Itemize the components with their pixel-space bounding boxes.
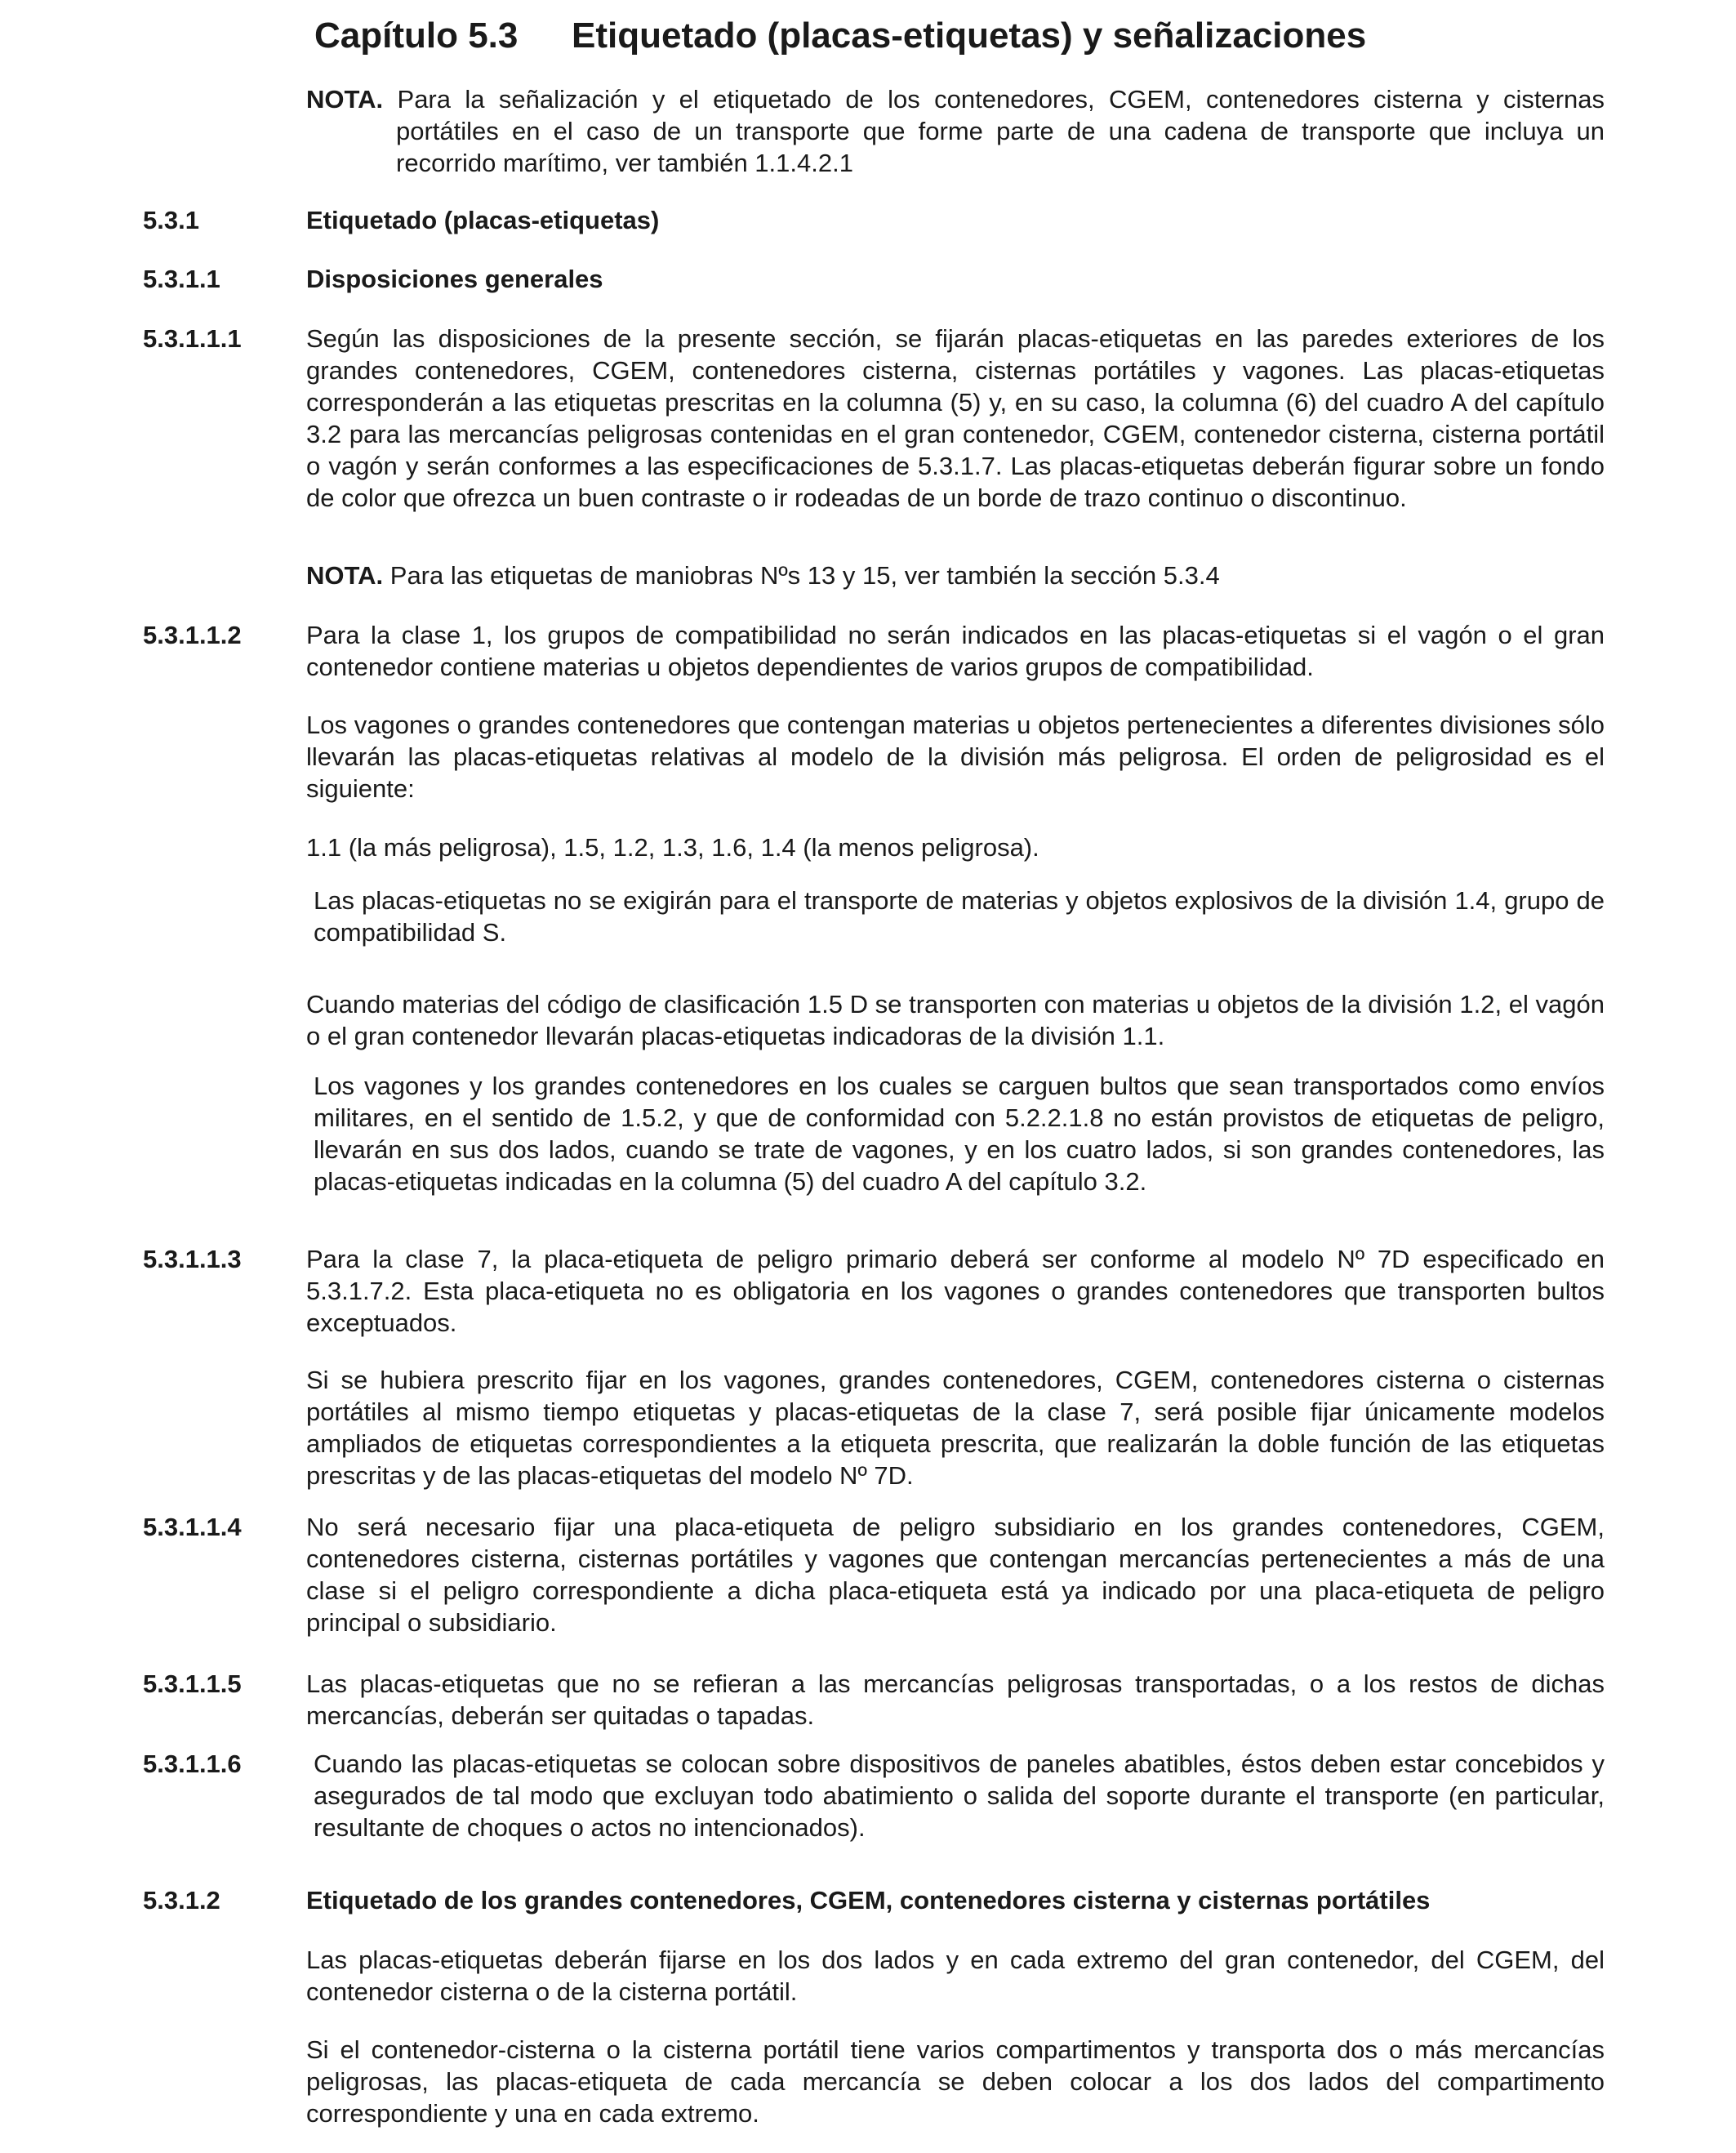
note	[306, 559, 1605, 591]
paragraph: 1.1 (la más peligrosa), 1.5, 1.2, 1.3, 1.6, 1.4 (la menos peligrosa).	[306, 833, 1039, 862]
paragraph: Los vagones y los grandes contenedores en los cuales se carguen bultos que sean transportados como envíos militares, en el sentido de 1.5.2, y que de conformidad con 5.2.2.1.8 no están provistos de etiquetas de peligro, llevarán en sus dos lados, cuando se trate de vagones, y en los cuatro lados, si son grandes contenedores, las placas-etiquetas indicadas en la columna (5) del cuadro A del capítulo 3.2.	[314, 1072, 1605, 1196]
paragraph: Los vagones o grandes contenedores que contengan materias u objetos pertenecientes a diferentes divisiones sólo llevarán las placas-etiquetas relativas al modelo de la división más peligrosa. El orden de peligrosidad es el siguiente:	[306, 711, 1605, 803]
paragraph: Cuando materias del código de clasificación 1.5 D se transporten con materias u objetos de la división 1.2, el vagón o el gran contenedor llevarán placas-etiquetas indicadoras de la división 1.1.	[306, 990, 1605, 1050]
paragraph: Para la clase 7, la placa-etiqueta de peligro primario deberá ser conforme al modelo Nº 7D especificado en 5.3.1.7.2. Esta placa-etiqueta no es obligatoria en los vagones o grandes contenedores que transporten bultos exceptuados.	[306, 1245, 1605, 1337]
paragraph: Si el contenedor-cisterna o la cisterna portátil tiene varios compartimentos y transporta dos o más mercancías peligrosas, las placas-etiqueta de cada mercancía se deben colocar a los dos lados del compartimento correspondiente y una en cada extremo.	[306, 2035, 1605, 2128]
paragraph: Si se hubiera prescrito fijar en los vagones, grandes contenedores, CGEM, contenedores cisterna o cisternas portátiles al mismo tiempo etiquetas y placas-etiquetas de la clase 7, será posible fijar únicamente modelos ampliados de etiquetas correspondientes a la etiqueta prescrita, que realizarán la doble función de las etiquetas prescritas y de las placas-etiquetas del modelo Nº 7D.	[306, 1366, 1605, 1490]
section-number: 5.3.1	[143, 206, 199, 234]
paragraph: No será necesario fijar una placa-etiqueta de peligro subsidiario en los grandes contenedores, CGEM, contenedores cisterna, cisternas portátiles y vagones que contengan mercancías pertenecientes a más de una clase si el peligro correspondiente a dicha placa-etiqueta está ya indicado por una placa-etiqueta de peligro principal o subsidiario.	[306, 1513, 1605, 1637]
paragraph: Las placas-etiquetas que no se refieran a las mercancías peligrosas transportadas, o a los restos de dichas mercancías, deberán ser quitadas o tapadas.	[306, 1669, 1605, 1730]
paragraph: Según las disposiciones de la presente sección, se fijarán placas-etiquetas en las paredes exteriores de los grandes contenedores, CGEM, contenedores cisterna, cisternas portátiles y vagones. Las placas-etiquetas corresponderán a las etiquetas prescritas en la columna (5) y, en su caso, la columna (6) del cuadro A del capítulo 3.2 para las mercancías peligrosas contenidas en el gran contenedor, CGEM, contenedor cisterna, cisterna portátil o vagón y serán conformes a las especificaciones de 5.3.1.7. Las placas-etiquetas deberán figurar sobre un fondo de color que ofrezca un buen contraste o ir rodeadas de un borde de trazo continuo o discontinuo.	[306, 324, 1605, 512]
section-heading: Disposiciones generales	[306, 265, 603, 293]
chapter-number: Capítulo 5.3	[314, 16, 519, 56]
section-number: 5.3.1.1.4	[143, 1513, 242, 1541]
chapter-title	[314, 11, 1366, 60]
section-number: 5.3.1.1.1	[143, 324, 242, 353]
section-number: 5.3.1.1.5	[143, 1669, 242, 1698]
intro-note-label: NOTA.	[306, 85, 384, 114]
section-number: 5.3.1.1	[143, 265, 220, 293]
paragraph: Para la clase 1, los grupos de compatibilidad no serán indicados en las placas-etiquetas si el vagón o el gran contenedor contiene materias u objetos dependientes de varios grupos de compatibilidad.	[306, 621, 1605, 681]
chapter-title-text: Etiquetado (placas-etiquetas) y señalizaciones	[572, 16, 1367, 56]
paragraph: Cuando las placas-etiquetas se colocan sobre dispositivos de paneles abatibles, éstos deben estar concebidos y asegurados de tal modo que excluyan todo abatimiento o salida del soporte durante el transporte (en particular, resultante de choques o actos no intencionados).	[314, 1750, 1605, 1842]
section-number: 5.3.1.2	[143, 1886, 220, 1915]
note-text: Para las etiquetas de maniobras Nºs 13 y 15, ver también la sección 5.3.4	[389, 561, 1220, 590]
note-label: NOTA.	[306, 561, 384, 590]
intro-note-text: Para la señalización y el etiquetado de los contenedores, CGEM, contenedores cisterna y cisternas portátiles en el caso de un transporte que forme parte de una cadena de transporte que incluya un recorrido marítimo, ver también 1.1.4.2.1	[396, 85, 1605, 177]
intro-note	[306, 83, 1605, 179]
section-number: 5.3.1.1.6	[143, 1750, 242, 1778]
section-number: 5.3.1.1.2	[143, 621, 242, 649]
section-heading: Etiquetado (placas-etiquetas)	[306, 206, 660, 234]
section-number: 5.3.1.1.3	[143, 1245, 242, 1273]
paragraph: Las placas-etiquetas deberán fijarse en los dos lados y en cada extremo del gran contenedor, del CGEM, del contenedor cisterna o de la cisterna portátil.	[306, 1946, 1605, 2006]
paragraph: Las placas-etiquetas no se exigirán para el transporte de materias y objetos explosivos de la división 1.4, grupo de compatibilidad S.	[314, 886, 1605, 947]
section-heading: Etiquetado de los grandes contenedores, CGEM, contenedores cisterna y cisternas portátiles	[306, 1886, 1431, 1915]
